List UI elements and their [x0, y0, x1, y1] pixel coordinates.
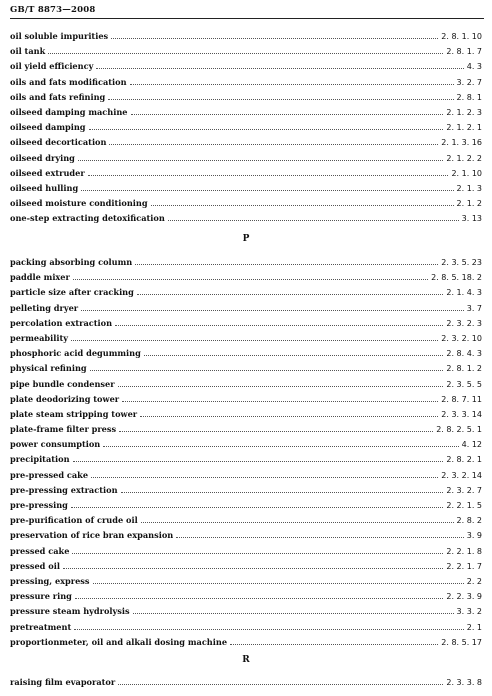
index-term: packing absorbing column [10, 257, 133, 267]
index-reference: 2. 2 [466, 576, 482, 586]
index-entry [10, 468, 482, 483]
index-reference: 2. 3. 3. 8 [446, 678, 482, 687]
index-reference: 2. 8. 7. 11 [441, 394, 482, 404]
index-reference: 2. 8. 2 [456, 516, 482, 526]
index-term: permeability [10, 332, 69, 343]
index-term: paddle mixer [10, 272, 70, 283]
index-reference: 2. 3. 2. 14 [441, 470, 482, 480]
index-section-p [10, 255, 482, 650]
dot-leader [111, 37, 438, 39]
dot-leader [89, 128, 444, 130]
index-reference: 2. 8. 2. 1 [446, 455, 482, 465]
index-term: particle size after cracking [10, 287, 134, 298]
index-section-r [10, 675, 482, 690]
dot-leader [121, 491, 444, 493]
dot-leader [135, 263, 438, 265]
dot-leader [141, 521, 454, 523]
index-reference: 4. 3 [466, 62, 482, 72]
index-entry [10, 270, 482, 285]
dot-leader [131, 113, 444, 115]
dot-leader [137, 293, 444, 295]
dot-leader [78, 159, 444, 161]
index-entry [10, 90, 482, 105]
dot-leader [96, 67, 463, 69]
index-term: preservation of rice bran expansion [10, 530, 174, 541]
index-term: pressure ring [10, 591, 72, 602]
index-reference: 2. 3. 3. 14 [441, 409, 482, 419]
index-term: precipitation [10, 454, 70, 465]
index-reference: 3. 2. 7 [456, 77, 482, 87]
dot-leader [151, 204, 454, 206]
index-reference: 3. 7 [466, 303, 482, 313]
index-term: oils and fats refining [10, 91, 106, 102]
dot-leader [73, 460, 444, 462]
index-term: oils and fats modification [10, 76, 127, 87]
dot-leader [109, 143, 438, 145]
dot-leader [133, 612, 454, 614]
index-term: oilseed hulling [10, 182, 79, 193]
dot-leader [81, 189, 453, 191]
index-reference: 2. 1. 2 [456, 199, 482, 209]
index-entry [10, 513, 482, 528]
index-term: oilseed moisture conditioning [10, 198, 148, 209]
index-entry [10, 528, 482, 543]
dot-leader [81, 309, 464, 311]
index-entry [10, 255, 482, 270]
dot-leader [168, 219, 459, 221]
index-entry [10, 574, 482, 589]
index-entry [10, 151, 482, 166]
index-term: pressed oil [10, 560, 60, 571]
index-reference: 4. 12 [461, 440, 482, 450]
index-entry [10, 196, 482, 211]
index-reference: 2. 8. 1. 7 [446, 47, 482, 57]
index-reference: 2. 3. 2. 10 [441, 333, 482, 343]
index-reference: 2. 8. 5. 17 [441, 637, 482, 647]
index-term: pelleting dryer [10, 302, 79, 313]
index-entry [10, 377, 482, 392]
index-term: raising film evaporator [10, 677, 116, 687]
index-entry [10, 346, 482, 361]
index-entry [10, 29, 482, 44]
index-reference: 2. 1. 3. 16 [441, 138, 482, 148]
index-term: oilseed decortication [10, 137, 107, 148]
index-reference: 2. 8. 4. 3 [446, 349, 482, 359]
index-reference: 2. 2. 1. 7 [446, 561, 482, 571]
dot-leader [91, 476, 438, 478]
section-letter-p: P [242, 234, 250, 244]
index-term: one-step extracting detoxification [10, 213, 165, 224]
dot-leader [118, 385, 444, 387]
dot-leader [119, 430, 433, 432]
index-term: plate steam stripping tower [10, 408, 138, 419]
index-reference: 2. 3. 5. 5 [446, 379, 482, 389]
index-term: pretreatment [10, 621, 72, 632]
index-term: oil yield efficiency [10, 61, 94, 72]
index-entry [10, 120, 482, 135]
index-entry [10, 44, 482, 59]
dot-leader [230, 643, 438, 645]
dot-leader [48, 52, 443, 54]
index-term: pipe bundle condenser [10, 378, 115, 389]
section-letter-r: R [242, 655, 250, 665]
index-term: power consumption [10, 439, 101, 450]
dot-leader [71, 506, 443, 508]
index-entry [10, 316, 482, 331]
index-entry [10, 437, 482, 452]
index-term: pre-purification of crude oil [10, 515, 138, 526]
index-term: pre-pressing [10, 500, 68, 510]
index-term: oil tank [10, 46, 46, 57]
index-entry [10, 604, 482, 619]
index-term: pre-pressed cake [10, 469, 89, 480]
index-reference: 2. 8. 5. 18. 2 [431, 273, 482, 283]
index-term: oil soluble impurities [10, 31, 109, 41]
index-entry [10, 285, 482, 300]
index-term: oilseed damping machine [10, 106, 128, 117]
index-entry [10, 422, 482, 437]
dot-leader [72, 552, 443, 554]
dot-leader [122, 400, 438, 402]
dot-leader [73, 278, 428, 280]
index-reference: 2. 1. 10 [451, 168, 482, 178]
index-term: pressed cake [10, 545, 70, 556]
index-reference: 2. 1. 2. 1 [446, 123, 482, 133]
index-reference: 2. 1. 4. 3 [446, 288, 482, 298]
dot-leader [140, 415, 438, 417]
index-entry [10, 589, 482, 604]
dot-leader [63, 567, 443, 569]
index-entry [10, 483, 482, 498]
dot-leader [88, 174, 449, 176]
index-term: percolation extraction [10, 317, 113, 328]
index-entry [10, 498, 482, 513]
index-reference: 2. 2. 3. 9 [446, 592, 482, 602]
index-reference: 2. 8. 1. 10 [441, 32, 482, 41]
index-term: oilseed extruder [10, 167, 85, 178]
index-reference: 2. 2. 1. 8 [446, 546, 482, 556]
index-term: pre-pressing extraction [10, 484, 118, 495]
index-reference: 2. 1. 2. 3 [446, 107, 482, 117]
dot-leader [93, 582, 464, 584]
dot-leader [103, 445, 458, 447]
dot-leader [90, 369, 444, 371]
index-entry [10, 452, 482, 467]
index-entry [10, 675, 482, 690]
index-entry [10, 166, 482, 181]
document-header: GB/T 8873—2008 [10, 5, 96, 15]
index-entry [10, 59, 482, 74]
index-term: oilseed drying [10, 152, 75, 163]
index-entry [10, 211, 482, 226]
index-reference: 2. 2. 1. 5 [446, 501, 482, 510]
index-entry [10, 135, 482, 150]
index-reference: 2. 8. 2. 5. 1 [436, 425, 482, 435]
index-entry [10, 75, 482, 90]
index-term: phosphoric acid degumming [10, 348, 141, 359]
index-term: pressing, express [10, 575, 90, 586]
index-entry [10, 392, 482, 407]
index-entry [10, 559, 482, 574]
index-term: plate-frame filter press [10, 424, 117, 435]
index-reference: 2. 3. 5. 23 [441, 258, 482, 267]
index-entry [10, 407, 482, 422]
dot-leader [115, 324, 443, 326]
index-reference: 2. 1. 3 [456, 183, 482, 193]
index-term: pressure steam hydrolysis [10, 606, 130, 617]
index-term: oilseed damping [10, 122, 86, 133]
header-rule [10, 18, 484, 19]
index-reference: 3. 9 [466, 531, 482, 541]
index-reference: 3. 3. 2 [456, 607, 482, 617]
index-entry [10, 331, 482, 346]
index-reference: 2. 3. 2. 3 [446, 318, 482, 328]
index-reference: 2. 8. 1. 2 [446, 364, 482, 374]
dot-leader [71, 339, 438, 341]
index-entry [10, 361, 482, 376]
index-entry [10, 181, 482, 196]
index-entry [10, 635, 482, 650]
index-entry [10, 105, 482, 120]
index-reference: 2. 1. 2. 2 [446, 153, 482, 163]
index-reference: 2. 3. 2. 7 [446, 485, 482, 495]
index-reference: 2. 8. 1 [456, 92, 482, 102]
index-term: plate deodorizing tower [10, 393, 120, 404]
dot-leader [118, 683, 443, 685]
dot-leader [75, 597, 443, 599]
index-term: proportionmeter, oil and alkali dosing machine [10, 636, 228, 647]
dot-leader [74, 628, 463, 630]
dot-leader [144, 354, 444, 356]
index-entry [10, 301, 482, 316]
index-entry [10, 620, 482, 635]
dot-leader [176, 536, 463, 538]
index-section-o [10, 29, 482, 226]
index-entry [10, 544, 482, 559]
index-reference: 2. 1 [466, 622, 482, 632]
dot-leader [108, 98, 453, 100]
dot-leader [130, 83, 454, 85]
index-term: physical refining [10, 363, 87, 374]
index-reference: 3. 13 [461, 214, 482, 224]
